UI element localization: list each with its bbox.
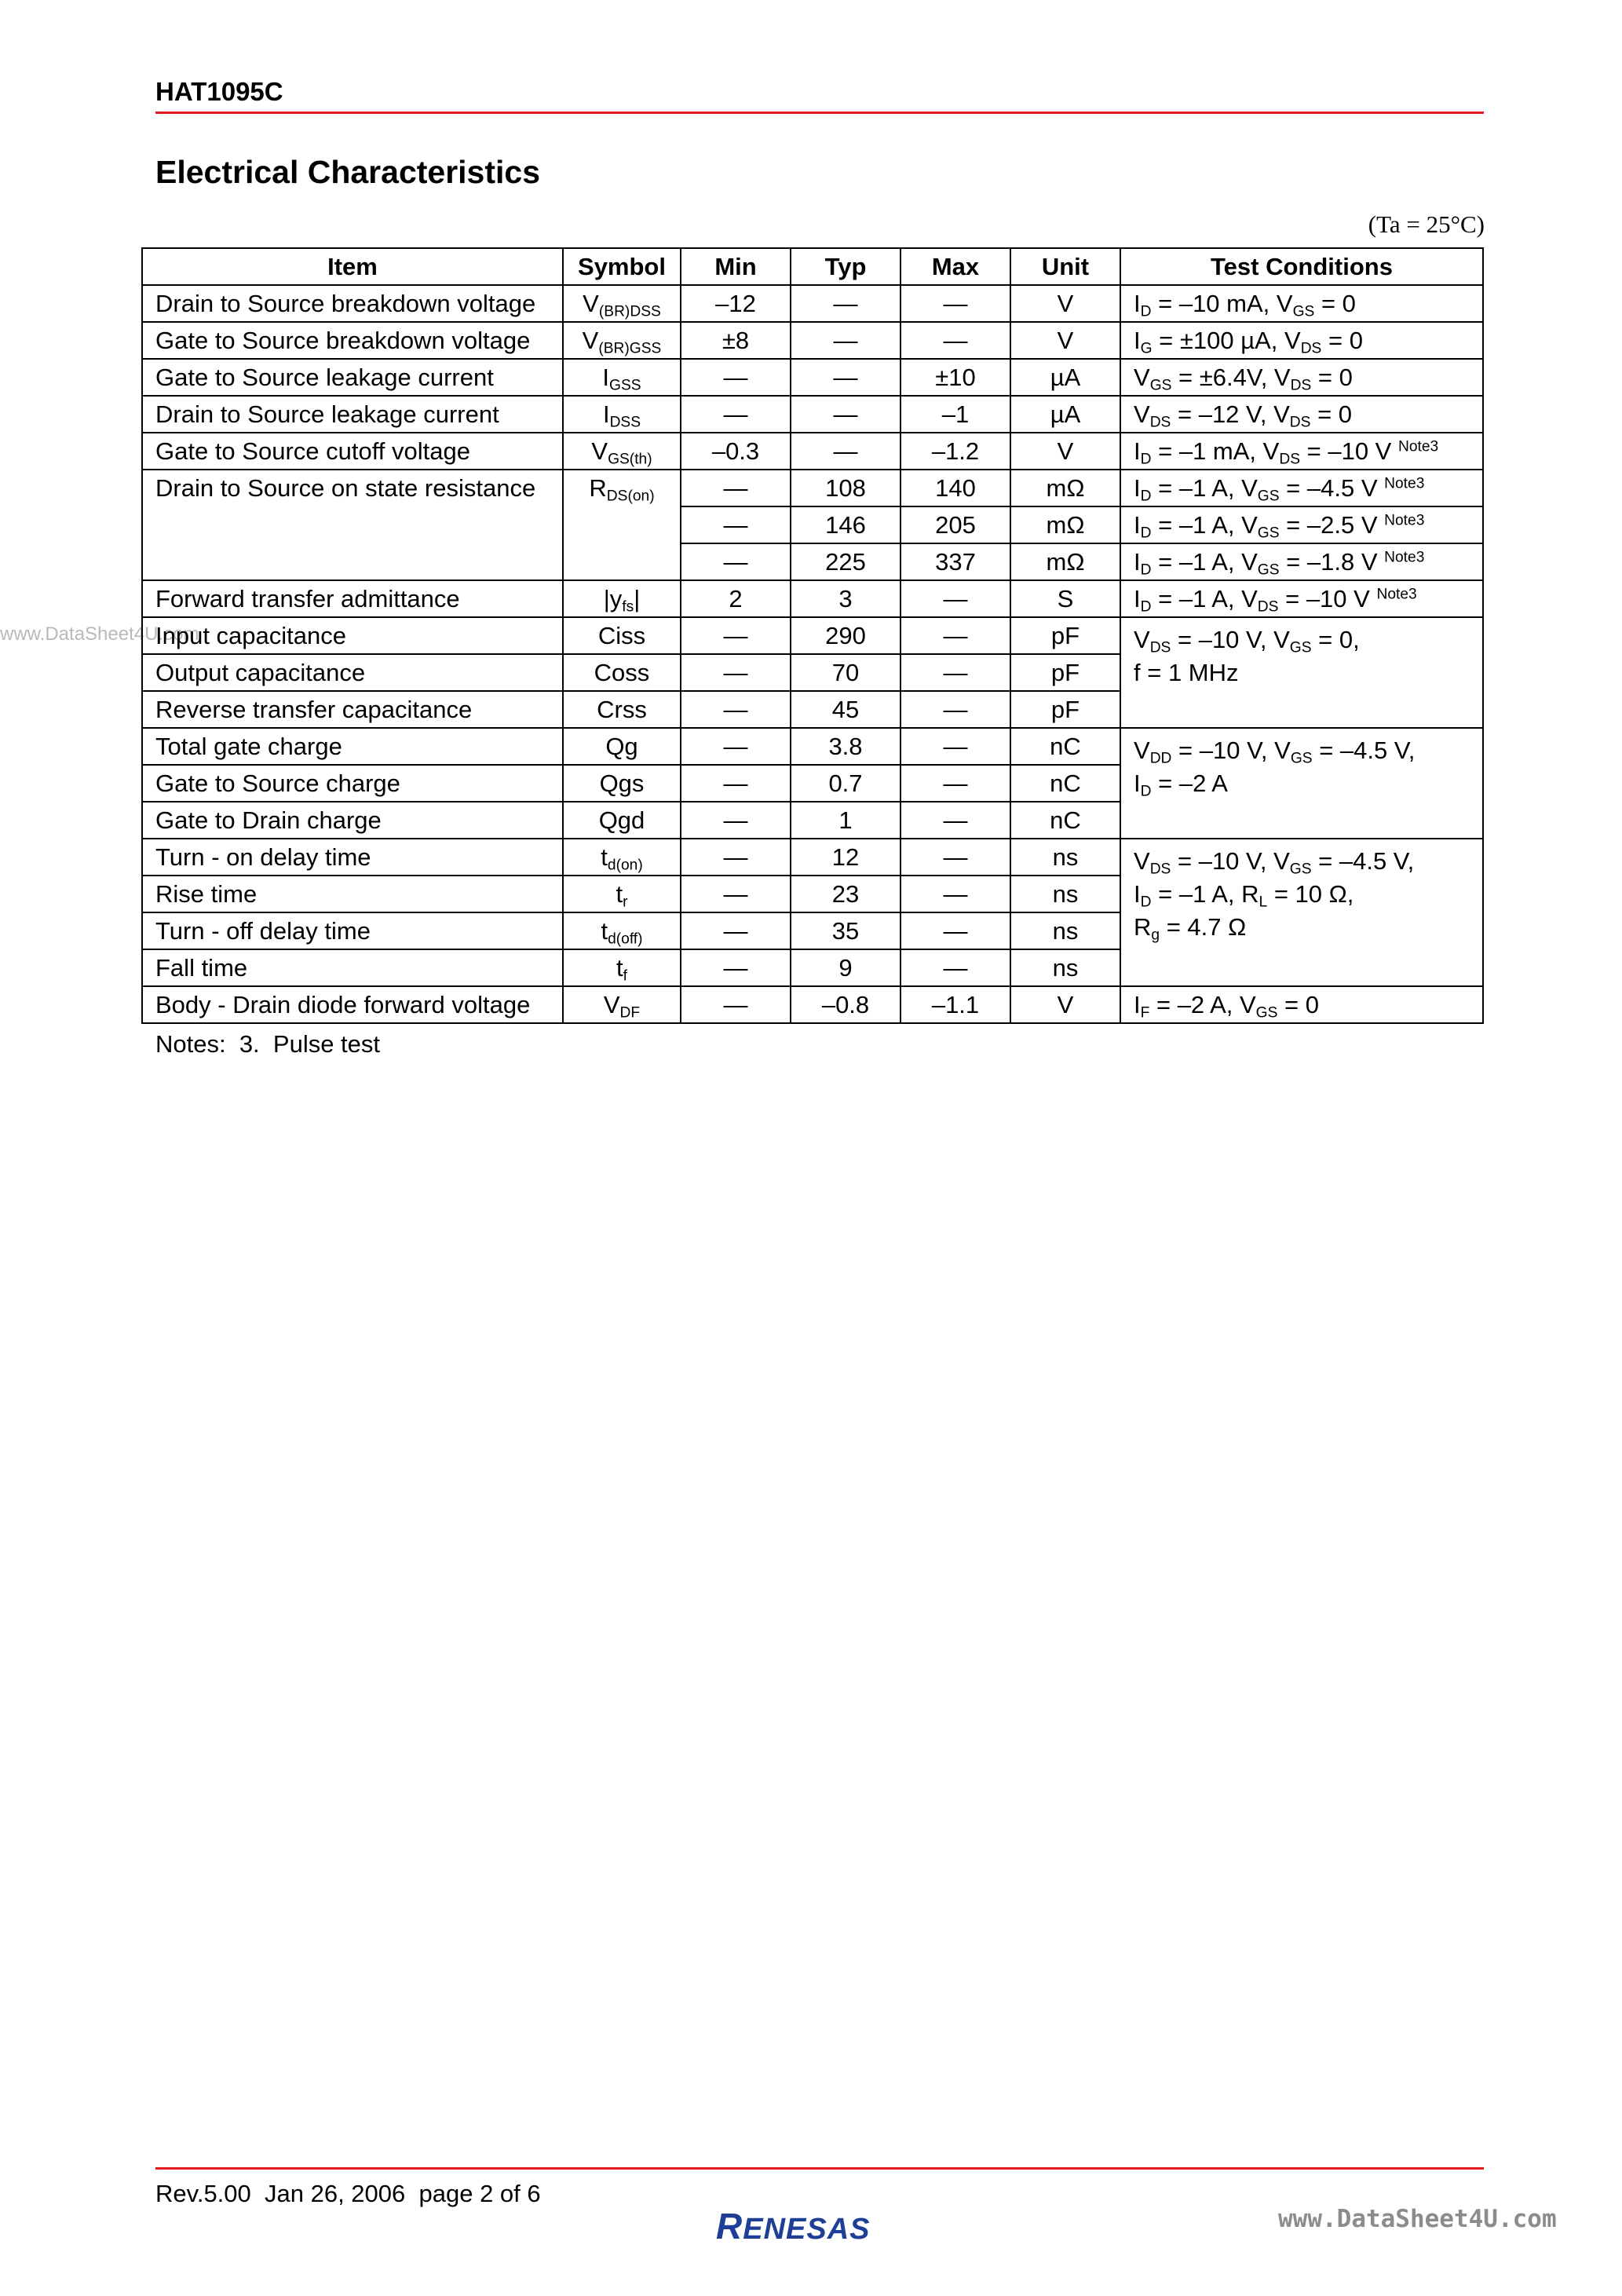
max-cell: — bbox=[901, 322, 1010, 359]
typ-cell: 23 bbox=[791, 876, 901, 912]
min-cell: ±8 bbox=[681, 322, 791, 359]
symbol-cell: Qgs bbox=[563, 765, 681, 802]
symbol-cell: $V_{(BR)DSS}$ bbox=[563, 285, 681, 322]
section-title: Electrical Characteristics bbox=[155, 154, 540, 190]
min-cell: — bbox=[681, 691, 791, 728]
document-part-number: HAT1095C bbox=[155, 77, 283, 106]
min-cell: 2 bbox=[681, 580, 791, 617]
item-cell: Reverse transfer capacitance bbox=[142, 691, 563, 728]
min-cell: — bbox=[681, 654, 791, 691]
symbol-cell: $|y_{fs}|$ bbox=[563, 580, 681, 617]
item-cell: Drain to Source on state resistance bbox=[142, 470, 563, 580]
min-cell: –0.3 bbox=[681, 433, 791, 470]
unit-cell: mΩ bbox=[1010, 470, 1120, 506]
max-cell: 140 bbox=[901, 470, 1010, 506]
max-cell: — bbox=[901, 839, 1010, 876]
symbol-cell: $I_{GSS}$ bbox=[563, 359, 681, 396]
max-cell: ±10 bbox=[901, 359, 1010, 396]
min-cell: — bbox=[681, 912, 791, 949]
item-cell: Gate to Source breakdown voltage bbox=[142, 322, 563, 359]
min-cell: — bbox=[681, 617, 791, 654]
column-header: Min bbox=[681, 248, 791, 285]
min-cell: — bbox=[681, 949, 791, 986]
electrical-characteristics-table bbox=[141, 247, 1484, 1024]
temperature-note: (Ta = 25°C) bbox=[1368, 210, 1485, 238]
condition-cell: $V_{DS} = -10$ V, $V_{GS} = -4.5$ V, $I_D = -1$ A, $R_L = 10$ Ω, $R_g = 4.7$ Ω bbox=[1120, 839, 1483, 986]
max-cell: — bbox=[901, 802, 1010, 839]
typ-cell: 70 bbox=[791, 654, 901, 691]
item-cell: Drain to Source breakdown voltage bbox=[142, 285, 563, 322]
max-cell: –1 bbox=[901, 396, 1010, 433]
min-cell: — bbox=[681, 728, 791, 765]
typ-cell: — bbox=[791, 433, 901, 470]
condition-cell: $I_D = -1$ A, $V_{GS} = -1.8$ V $^{Note3}$ bbox=[1120, 543, 1483, 580]
column-header: Max bbox=[901, 248, 1010, 285]
min-cell: — bbox=[681, 396, 791, 433]
typ-cell: 3.8 bbox=[791, 728, 901, 765]
min-cell: — bbox=[681, 876, 791, 912]
condition-cell: $V_{DS} = -10$ V, $V_{GS} = 0$, f = 1 MHz bbox=[1120, 617, 1483, 728]
symbol-cell: $V_{GS(th)}$ bbox=[563, 433, 681, 470]
column-header: Item bbox=[142, 248, 563, 285]
max-cell: — bbox=[901, 654, 1010, 691]
typ-cell: 0.7 bbox=[791, 765, 901, 802]
min-cell: — bbox=[681, 765, 791, 802]
symbol-cell: $t_f$ bbox=[563, 949, 681, 986]
item-cell: Turn - on delay time bbox=[142, 839, 563, 876]
symbol-cell: $V_{(BR)GSS}$ bbox=[563, 322, 681, 359]
max-cell: –1.2 bbox=[901, 433, 1010, 470]
item-cell: Rise time bbox=[142, 876, 563, 912]
typ-cell: — bbox=[791, 359, 901, 396]
item-cell: Output capacitance bbox=[142, 654, 563, 691]
symbol-cell: Ciss bbox=[563, 617, 681, 654]
item-cell: Total gate charge bbox=[142, 728, 563, 765]
unit-cell: ns bbox=[1010, 949, 1120, 986]
unit-cell: ns bbox=[1010, 876, 1120, 912]
unit-cell: ns bbox=[1010, 912, 1120, 949]
symbol-cell: $I_{DSS}$ bbox=[563, 396, 681, 433]
unit-cell: mΩ bbox=[1010, 506, 1120, 543]
typ-cell: 290 bbox=[791, 617, 901, 654]
min-cell: — bbox=[681, 986, 791, 1023]
column-header: Test Conditions bbox=[1120, 248, 1483, 285]
table-row bbox=[142, 322, 1483, 359]
max-cell: 337 bbox=[901, 543, 1010, 580]
item-cell: Input capacitance bbox=[142, 617, 563, 654]
table-row bbox=[142, 433, 1483, 470]
max-cell: — bbox=[901, 691, 1010, 728]
unit-cell: V bbox=[1010, 285, 1120, 322]
condition-cell: $I_D = -1$ A, $V_{DS} = -10$ V $^{Note3}$ bbox=[1120, 580, 1483, 617]
unit-cell: V bbox=[1010, 986, 1120, 1023]
typ-cell: –0.8 bbox=[791, 986, 901, 1023]
watermark-right: www.DataSheet4U.com bbox=[1278, 2205, 1557, 2233]
item-cell: Forward transfer admittance bbox=[142, 580, 563, 617]
unit-cell: S bbox=[1010, 580, 1120, 617]
unit-cell: V bbox=[1010, 322, 1120, 359]
notes: Notes: 3. Pulse test bbox=[155, 1030, 381, 1058]
table-row bbox=[142, 728, 1483, 765]
typ-cell: 108 bbox=[791, 470, 901, 506]
symbol-cell: Coss bbox=[563, 654, 681, 691]
symbol-cell: Crss bbox=[563, 691, 681, 728]
item-cell: Turn - off delay time bbox=[142, 912, 563, 949]
footer-revision: Rev.5.00 Jan 26, 2006 page 2 of 6 bbox=[155, 2180, 541, 2207]
min-cell: — bbox=[681, 543, 791, 580]
table-row bbox=[142, 285, 1483, 322]
typ-cell: 9 bbox=[791, 949, 901, 986]
min-cell: — bbox=[681, 470, 791, 506]
max-cell: — bbox=[901, 580, 1010, 617]
item-cell: Gate to Source charge bbox=[142, 765, 563, 802]
item-cell: Gate to Source leakage current bbox=[142, 359, 563, 396]
condition-cell: $I_G = \pm 100$ µA, $V_{DS} = 0$ bbox=[1120, 322, 1483, 359]
typ-cell: 35 bbox=[791, 912, 901, 949]
unit-cell: mΩ bbox=[1010, 543, 1120, 580]
unit-cell: pF bbox=[1010, 617, 1120, 654]
symbol-cell: $t_r$ bbox=[563, 876, 681, 912]
typ-cell: 12 bbox=[791, 839, 901, 876]
item-cell: Body - Drain diode forward voltage bbox=[142, 986, 563, 1023]
table-row bbox=[142, 986, 1483, 1023]
symbol-cell: Qg bbox=[563, 728, 681, 765]
condition-cell: $I_F = -2$ A, $V_{GS} = 0$ bbox=[1120, 986, 1483, 1023]
typ-cell: — bbox=[791, 396, 901, 433]
min-cell: — bbox=[681, 359, 791, 396]
max-cell: — bbox=[901, 765, 1010, 802]
item-cell: Gate to Source cutoff voltage bbox=[142, 433, 563, 470]
max-cell: — bbox=[901, 949, 1010, 986]
table-row bbox=[142, 470, 1483, 506]
watermark-left: www.DataSheet4U.com bbox=[0, 623, 199, 645]
unit-cell: nC bbox=[1010, 802, 1120, 839]
max-cell: — bbox=[901, 912, 1010, 949]
max-cell: — bbox=[901, 617, 1010, 654]
column-header: Unit bbox=[1010, 248, 1120, 285]
typ-cell: 225 bbox=[791, 543, 901, 580]
unit-cell: µA bbox=[1010, 396, 1120, 433]
item-cell: Drain to Source leakage current bbox=[142, 396, 563, 433]
footer-rule bbox=[155, 2167, 1484, 2170]
renesas-logo: RENESAS bbox=[716, 2206, 871, 2247]
typ-cell: 1 bbox=[791, 802, 901, 839]
unit-cell: pF bbox=[1010, 691, 1120, 728]
symbol-cell: $R_{DS(on)}$ bbox=[563, 470, 681, 580]
header-rule bbox=[155, 112, 1484, 114]
table-row bbox=[142, 580, 1483, 617]
unit-cell: ns bbox=[1010, 839, 1120, 876]
unit-cell: V bbox=[1010, 433, 1120, 470]
table-row bbox=[142, 839, 1483, 876]
typ-cell: 45 bbox=[791, 691, 901, 728]
item-cell: Gate to Drain charge bbox=[142, 802, 563, 839]
condition-cell: $I_D = -1$ mA, $V_{DS} = -10$ V $^{Note3}$ bbox=[1120, 433, 1483, 470]
min-cell: — bbox=[681, 839, 791, 876]
symbol-cell: Qgd bbox=[563, 802, 681, 839]
unit-cell: pF bbox=[1010, 654, 1120, 691]
typ-cell: 146 bbox=[791, 506, 901, 543]
symbol-cell: $t_{d(on)}$ bbox=[563, 839, 681, 876]
min-cell: — bbox=[681, 506, 791, 543]
typ-cell: — bbox=[791, 285, 901, 322]
unit-cell: nC bbox=[1010, 728, 1120, 765]
item-cell: Fall time bbox=[142, 949, 563, 986]
max-cell: –1.1 bbox=[901, 986, 1010, 1023]
min-cell: — bbox=[681, 802, 791, 839]
table-row bbox=[142, 359, 1483, 396]
max-cell: — bbox=[901, 285, 1010, 322]
condition-cell: $V_{GS} = \pm 6.4V$, $V_{DS} = 0$ bbox=[1120, 359, 1483, 396]
condition-cell: $V_{DS} = -12$ V, $V_{DS} = 0$ bbox=[1120, 396, 1483, 433]
column-header: Typ bbox=[791, 248, 901, 285]
condition-cell: $V_{DD} = -10$ V, $V_{GS} = -4.5$ V, $I_D = -2$ A bbox=[1120, 728, 1483, 839]
max-cell: 205 bbox=[901, 506, 1010, 543]
max-cell: — bbox=[901, 728, 1010, 765]
typ-cell: 3 bbox=[791, 580, 901, 617]
min-cell: –12 bbox=[681, 285, 791, 322]
table-row bbox=[142, 396, 1483, 433]
unit-cell: µA bbox=[1010, 359, 1120, 396]
column-header: Symbol bbox=[563, 248, 681, 285]
condition-cell: $I_D = -1$ A, $V_{GS} = -4.5$ V $^{Note3}$ bbox=[1120, 470, 1483, 506]
condition-cell: $I_D = -1$ A, $V_{GS} = -2.5$ V $^{Note3}$ bbox=[1120, 506, 1483, 543]
condition-cell: $I_D = -10$ mA, $V_{GS} = 0$ bbox=[1120, 285, 1483, 322]
table-header-row bbox=[142, 248, 1483, 285]
typ-cell: — bbox=[791, 322, 901, 359]
table-row bbox=[142, 617, 1483, 654]
symbol-cell: $V_{DF}$ bbox=[563, 986, 681, 1023]
symbol-cell: $t_{d(off)}$ bbox=[563, 912, 681, 949]
unit-cell: nC bbox=[1010, 765, 1120, 802]
max-cell: — bbox=[901, 876, 1010, 912]
